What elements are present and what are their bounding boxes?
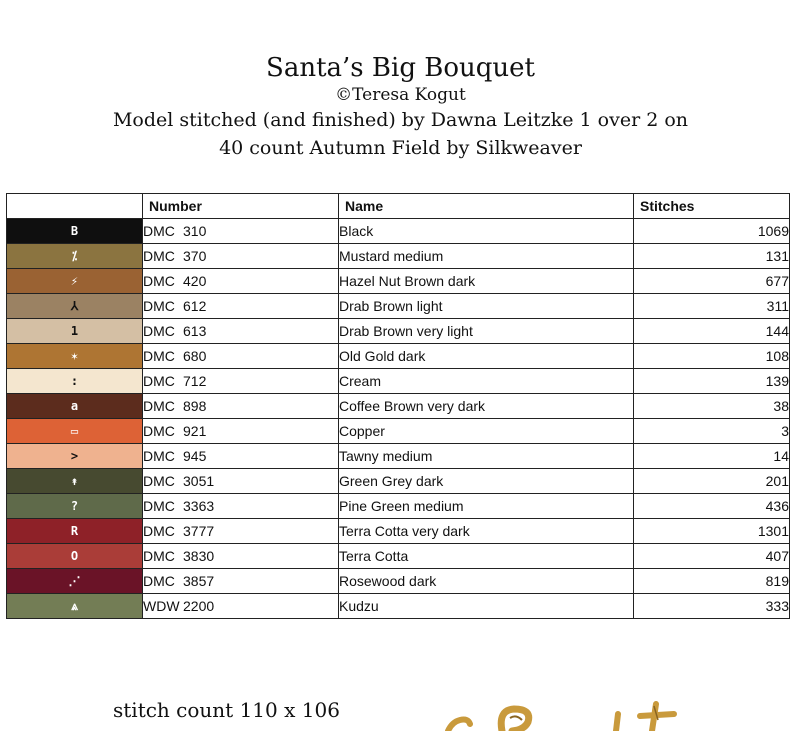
table-row	[7, 244, 790, 269]
table-row	[7, 394, 790, 419]
floss-name: Rosewood dark	[339, 569, 634, 594]
stitch-count-cell: 436	[634, 494, 790, 519]
color-swatch-symbol: ?	[7, 494, 143, 519]
copyright-line: ©Teresa Kogut	[335, 85, 466, 105]
stitch-count-cell: 819	[634, 569, 790, 594]
stitch-count-cell: 677	[634, 269, 790, 294]
floss-brand: DMC	[143, 373, 175, 389]
floss-number	[143, 569, 339, 594]
floss-brand: DMC	[143, 548, 175, 564]
floss-code: 420	[183, 273, 207, 289]
floss-name: Drab Brown light	[339, 294, 634, 319]
table-row	[7, 544, 790, 569]
floss-name: Pine Green medium	[339, 494, 634, 519]
color-swatch-symbol: ⩓	[7, 594, 143, 619]
floss-code: 613	[183, 323, 207, 339]
table-header-row	[7, 194, 790, 219]
floss-code: 921	[183, 423, 207, 439]
table-row	[7, 294, 790, 319]
table-row	[7, 369, 790, 394]
floss-name: Tawny medium	[339, 444, 634, 469]
floss-number	[143, 469, 339, 494]
floss-number	[143, 419, 339, 444]
stitch-count-cell: 38	[634, 394, 790, 419]
floss-name: Green Grey dark	[339, 469, 634, 494]
floss-number	[143, 219, 339, 244]
table-row	[7, 319, 790, 344]
floss-name: Terra Cotta	[339, 544, 634, 569]
floss-number	[143, 394, 339, 419]
floss-rows	[7, 219, 790, 619]
model-description-line1: Model stitched (and finished) by Dawna Leitzke 1 over 2 on	[112, 109, 689, 131]
table-row	[7, 594, 790, 619]
floss-number	[143, 544, 339, 569]
floss-brand: DMC	[143, 498, 175, 514]
color-swatch-symbol: ▭	[7, 419, 143, 444]
floss-name: Mustard medium	[339, 244, 634, 269]
floss-brand: DMC	[143, 448, 175, 464]
column-header-symbol	[7, 194, 143, 219]
column-header-name: Name	[339, 194, 634, 219]
color-swatch-symbol: O	[7, 544, 143, 569]
color-swatch-symbol: :	[7, 369, 143, 394]
floss-brand: DMC	[143, 348, 175, 364]
decorative-logo	[440, 700, 680, 731]
floss-name: Old Gold dark	[339, 344, 634, 369]
table-row	[7, 444, 790, 469]
color-swatch-symbol: B	[7, 219, 143, 244]
floss-brand: DMC	[143, 323, 175, 339]
floss-number	[143, 244, 339, 269]
floss-name: Coffee Brown very dark	[339, 394, 634, 419]
floss-code: 3363	[183, 498, 215, 514]
stitch-count-cell: 14	[634, 444, 790, 469]
stitch-count-cell: 407	[634, 544, 790, 569]
floss-number	[143, 319, 339, 344]
table-row	[7, 219, 790, 244]
color-swatch-symbol: ⁒	[7, 244, 143, 269]
floss-brand: WDW	[143, 598, 180, 614]
floss-code: 3777	[183, 523, 215, 539]
floss-number	[143, 519, 339, 544]
floss-code: 3857	[183, 573, 215, 589]
floss-brand: DMC	[143, 573, 175, 589]
table-row	[7, 269, 790, 294]
floss-number	[143, 494, 339, 519]
stitch-count-cell: 201	[634, 469, 790, 494]
page-title: Santa’s Big Bouquet	[266, 53, 535, 83]
table-row	[7, 469, 790, 494]
stitch-count-cell: 311	[634, 294, 790, 319]
color-swatch-symbol: 1	[7, 319, 143, 344]
floss-name: Cream	[339, 369, 634, 394]
floss-number	[143, 344, 339, 369]
floss-code: 3830	[183, 548, 215, 564]
stitch-count-cell: 333	[634, 594, 790, 619]
floss-brand: DMC	[143, 523, 175, 539]
floss-code: 310	[183, 223, 207, 239]
floss-code: 712	[183, 373, 207, 389]
color-swatch-symbol: R	[7, 519, 143, 544]
floss-number	[143, 444, 339, 469]
stitch-count-cell: 1301	[634, 519, 790, 544]
color-swatch-symbol: ⅄	[7, 294, 143, 319]
floss-brand: DMC	[143, 223, 175, 239]
floss-number	[143, 369, 339, 394]
floss-name: Hazel Nut Brown dark	[339, 269, 634, 294]
stitch-count-cell: 144	[634, 319, 790, 344]
table-row	[7, 419, 790, 444]
stitch-count-cell: 139	[634, 369, 790, 394]
color-swatch-symbol: >	[7, 444, 143, 469]
floss-code: 898	[183, 398, 207, 414]
column-header-stitches: Stitches	[634, 194, 790, 219]
floss-code: 612	[183, 298, 207, 314]
model-description-line2: 40 count Autumn Field by Silkweaver	[219, 137, 582, 159]
floss-name: Terra Cotta very dark	[339, 519, 634, 544]
floss-number	[143, 294, 339, 319]
floss-code: 2200	[183, 598, 215, 614]
color-swatch-symbol: ↟	[7, 469, 143, 494]
floss-name: Copper	[339, 419, 634, 444]
color-swatch-symbol: ⚡	[7, 269, 143, 294]
floss-brand: DMC	[143, 398, 175, 414]
floss-code: 680	[183, 348, 207, 364]
floss-brand: DMC	[143, 298, 175, 314]
color-swatch-symbol: ✶	[7, 344, 143, 369]
floss-number	[143, 594, 339, 619]
floss-brand: DMC	[143, 248, 175, 264]
stitch-count-cell: 1069	[634, 219, 790, 244]
table-row	[7, 519, 790, 544]
floss-name: Kudzu	[339, 594, 634, 619]
floss-number	[143, 269, 339, 294]
floss-brand: DMC	[143, 473, 175, 489]
stitch-count-cell: 108	[634, 344, 790, 369]
floss-brand: DMC	[143, 423, 175, 439]
stitch-count: stitch count 110 x 106	[113, 698, 340, 722]
table-row	[7, 569, 790, 594]
stitch-count-cell: 3	[634, 419, 790, 444]
floss-code: 370	[183, 248, 207, 264]
color-swatch-symbol: ⋰	[7, 569, 143, 594]
floss-code: 945	[183, 448, 207, 464]
floss-name: Black	[339, 219, 634, 244]
table-row	[7, 494, 790, 519]
floss-key-table	[6, 193, 790, 619]
color-swatch-symbol: a	[7, 394, 143, 419]
stitch-count-cell: 131	[634, 244, 790, 269]
floss-brand: DMC	[143, 273, 175, 289]
table-row	[7, 344, 790, 369]
floss-code: 3051	[183, 473, 215, 489]
column-header-number: Number	[143, 194, 339, 219]
floss-name: Drab Brown very light	[339, 319, 634, 344]
pattern-header	[0, 52, 801, 162]
